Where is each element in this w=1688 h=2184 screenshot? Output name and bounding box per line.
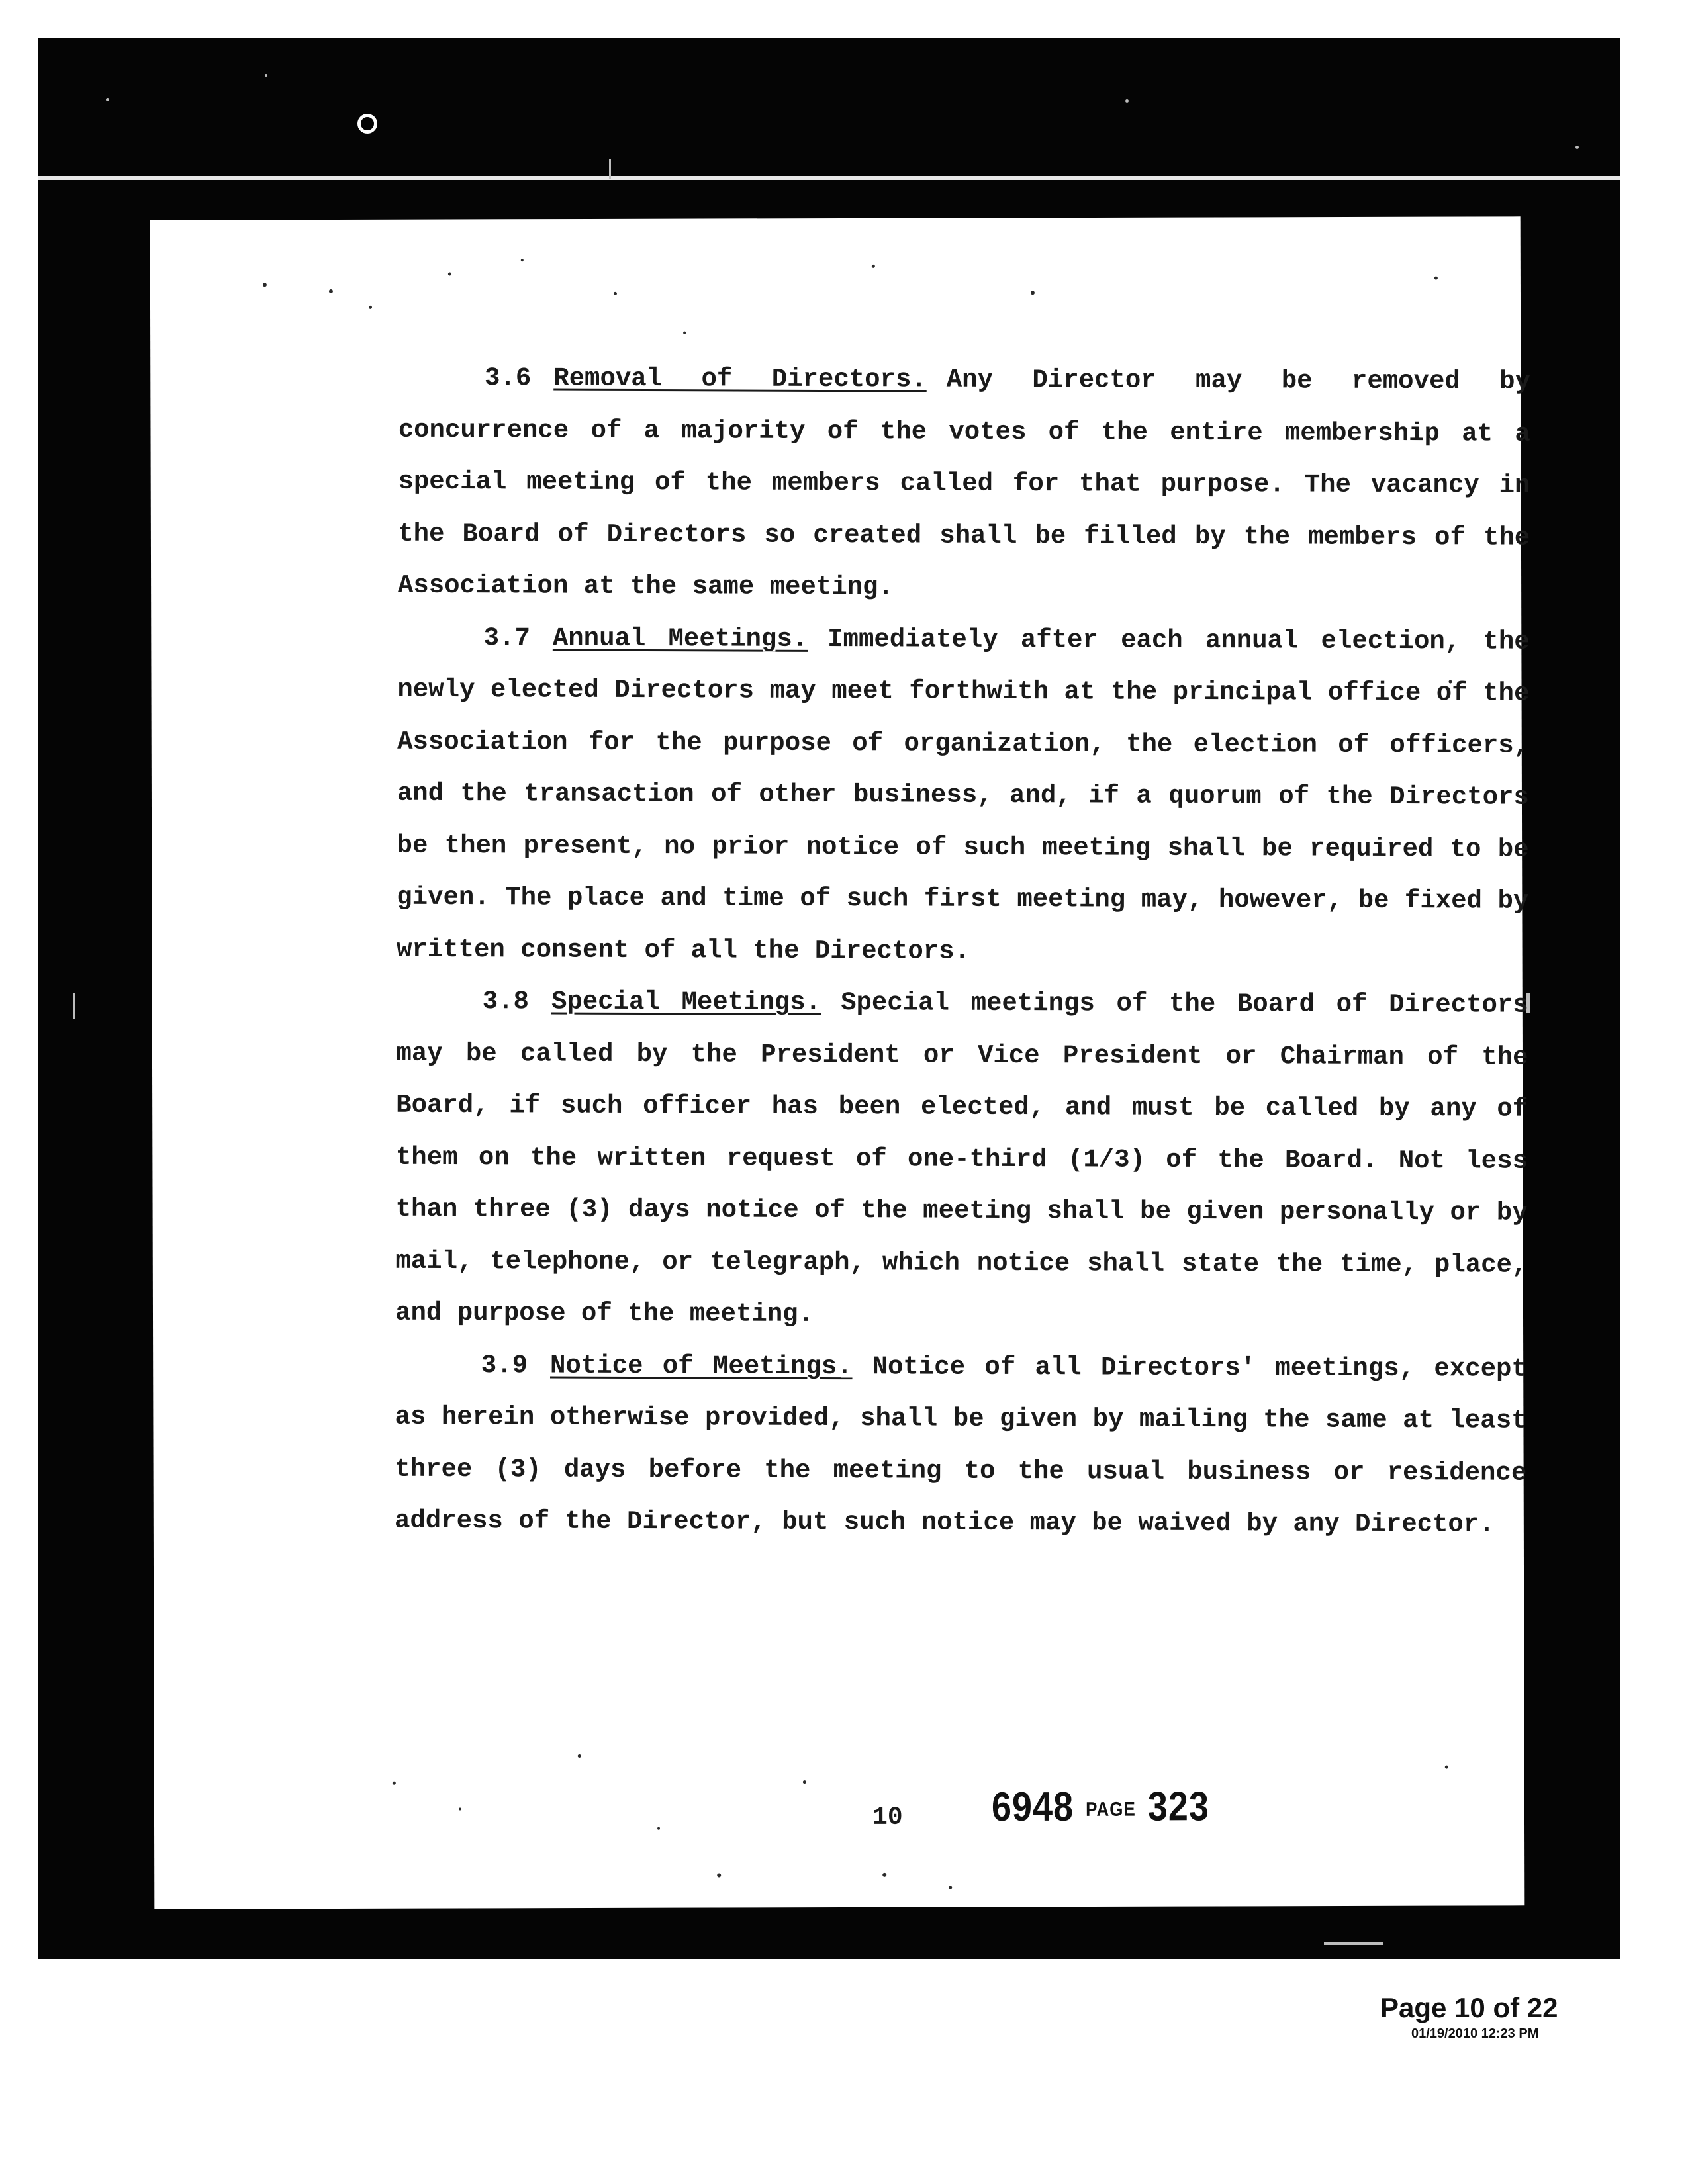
scan-speck (448, 273, 451, 276)
document-page (150, 216, 1531, 1909)
section-body: Immediately after each annual election, the newly elected Directors may meet forthwith at the principal office of the Association for the purpose of organization, the election of officers, and the transaction of other business, and, if a quorum of the Directors be then present, no prior notice of such meeting shall be required to be given. The place and time of such first meeting may, however, be fixed by written consent of all the Directors. (396, 624, 1530, 966)
scan-speck (1445, 1766, 1448, 1769)
section-body: Special meetings of the Board of Directors may be called by the President or Vice President or Chairman of the Board, if such officer has been elected, and must be called by any of them on the written request of one-third (1/3) of the Board. Not less than three (3) days notice of the meeting shall be given personally or by mail, telephone, or telegraph, which notice shall state the time, place, and purpose of the meeting. (395, 988, 1528, 1329)
section-number: 3.8 (482, 987, 530, 1017)
scan-speck (459, 1807, 461, 1810)
section-3-9 (395, 1339, 1527, 1551)
timestamp-stamp: 01/19/2010 12:23 PM (1411, 2026, 1539, 2041)
document-body (395, 352, 1530, 1551)
scan-speck (106, 98, 109, 101)
section-heading: Removal of Directors. (553, 363, 927, 394)
book-page: 323 (1147, 1784, 1210, 1830)
scan-speck (263, 283, 267, 287)
scan-speck (882, 1873, 886, 1877)
scan-speck (265, 74, 267, 77)
section-heading: Notice of Meetings. (549, 1351, 853, 1381)
scan-speck (73, 993, 75, 1019)
scan-speck (521, 259, 524, 261)
scan-speck (329, 289, 333, 293)
scan-speck (1125, 99, 1129, 103)
section-body: Any Director may be removed by concurrence of a majority of the votes of the entire membership at a special meeting of the members called for that purpose. The vacancy in the Board of Directors so created shall be filled by the members of the Association at the same meeting. (397, 365, 1531, 602)
book-number: 6948 (991, 1784, 1074, 1830)
section-heading: Annual Meetings. (552, 623, 808, 654)
section-heading: Special Meetings. (551, 987, 821, 1017)
scan-speck (872, 265, 875, 268)
section-3-8 (395, 976, 1528, 1343)
scan-speck (1434, 277, 1438, 280)
scan-speck (1575, 146, 1579, 149)
scan-speck (614, 292, 617, 295)
scan-speck (949, 1886, 952, 1889)
scan-edge-line (38, 176, 1620, 180)
punch-hole-mark (357, 114, 377, 134)
scan-speck (609, 159, 611, 179)
scan-speck (683, 332, 686, 334)
scan-speck (717, 1873, 721, 1877)
section-number: 3.7 (483, 623, 530, 653)
section-3-7 (397, 612, 1530, 979)
scan-speck (803, 1780, 806, 1784)
scan-speck (1324, 1942, 1383, 1945)
scan-speck (657, 1827, 660, 1830)
section-body: Notice of all Directors' meetings, except as herein otherwise provided, shall be given by mailing the same at least three (3) days before the meeting to the usual business or residence address of the Director, but such notice may be waived by any Director. (394, 1351, 1527, 1539)
page-count-stamp: Page 10 of 22 (1380, 1992, 1558, 2023)
scan-speck (578, 1754, 581, 1758)
page-number: 10 (872, 1803, 903, 1832)
section-number: 3.9 (481, 1350, 528, 1380)
scan-speck (369, 306, 372, 309)
book-page-label: PAGE (1086, 1797, 1136, 1821)
recording-book-reference (992, 1783, 1209, 1831)
section-number: 3.6 (484, 363, 532, 393)
scan-speck (1031, 291, 1035, 295)
scan-speck (393, 1782, 396, 1785)
section-3-6 (398, 352, 1530, 615)
